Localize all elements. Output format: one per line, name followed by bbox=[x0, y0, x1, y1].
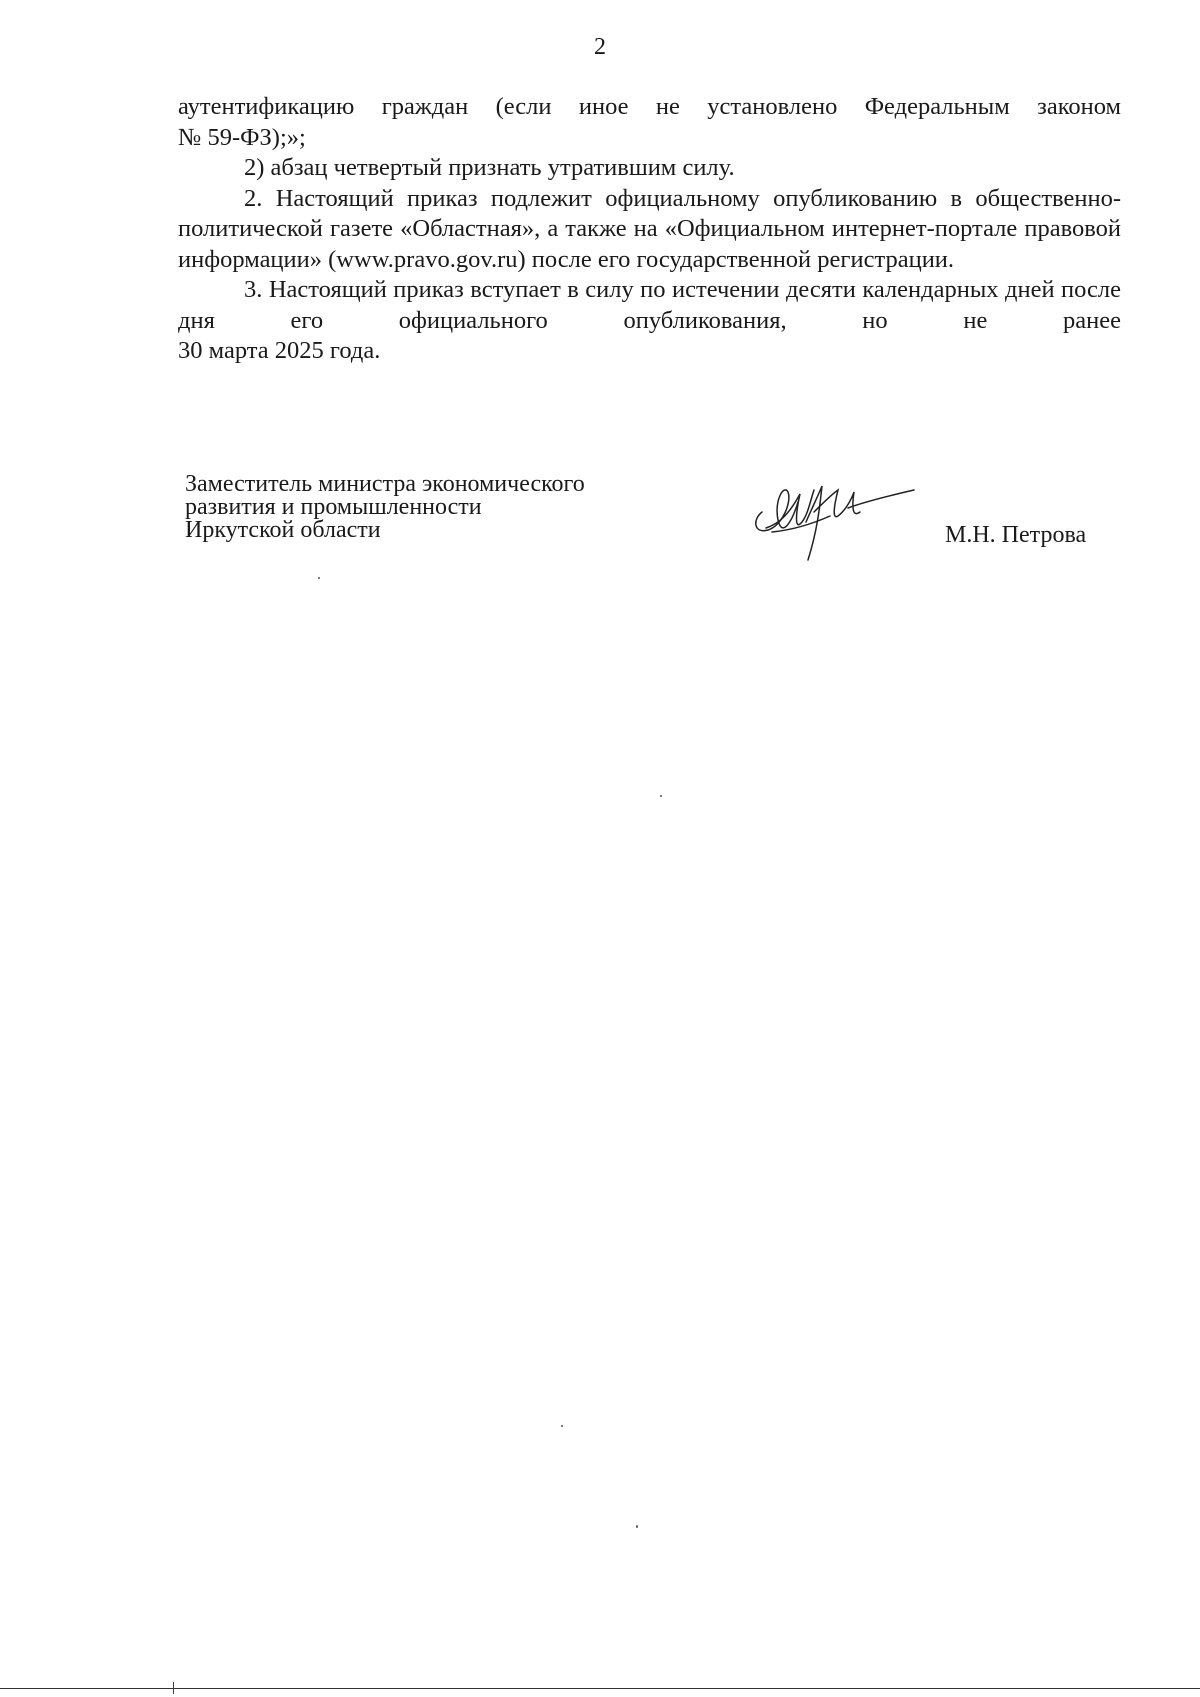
paragraph-continuation-end bbox=[178, 123, 1121, 154]
continuation-line-1: аутентификацию граждан (если иное не установлено Федеральным законом bbox=[178, 93, 1121, 120]
position-line-3: Иркутской области bbox=[185, 517, 381, 543]
footer-rule bbox=[0, 1688, 1200, 1689]
position-line-2: развития и промышленности bbox=[185, 494, 482, 520]
page-number: 2 bbox=[594, 34, 606, 60]
signatory-name: М.Н. Петрова bbox=[945, 522, 1087, 548]
scan-speck bbox=[318, 577, 320, 579]
scan-speck bbox=[561, 1425, 563, 1427]
paragraph-continuation bbox=[178, 92, 1121, 123]
paragraph-subitem-2: 2) абзац четвертый признать утратившим силу. bbox=[244, 154, 735, 181]
order-body bbox=[178, 92, 1121, 367]
scan-speck bbox=[636, 1525, 638, 1528]
signatory-position bbox=[185, 473, 585, 542]
scan-speck bbox=[660, 795, 662, 797]
paragraph-effective-date-end: 30 марта 2025 года. bbox=[178, 337, 381, 364]
continuation-line-2: № 59-ФЗ);»; bbox=[178, 123, 306, 151]
paragraph-effective-date: 3. Настоящий приказ вступает в силу по истечении десяти календарных дней после дня его официального опубликования, но не ранее bbox=[178, 276, 1121, 334]
footer-tick bbox=[173, 1682, 174, 1694]
paragraph-publication: 2. Настоящий приказ подлежит официальному опубликованию в общественно-политической газете «Областная», а также на «Официальном интернет-портале правовой информации» (www.pravo.gov.ru) после его государственной регистрации. bbox=[178, 184, 1121, 273]
position-line-1: Заместитель министра экономического bbox=[185, 471, 585, 497]
handwritten-signature bbox=[748, 472, 918, 572]
